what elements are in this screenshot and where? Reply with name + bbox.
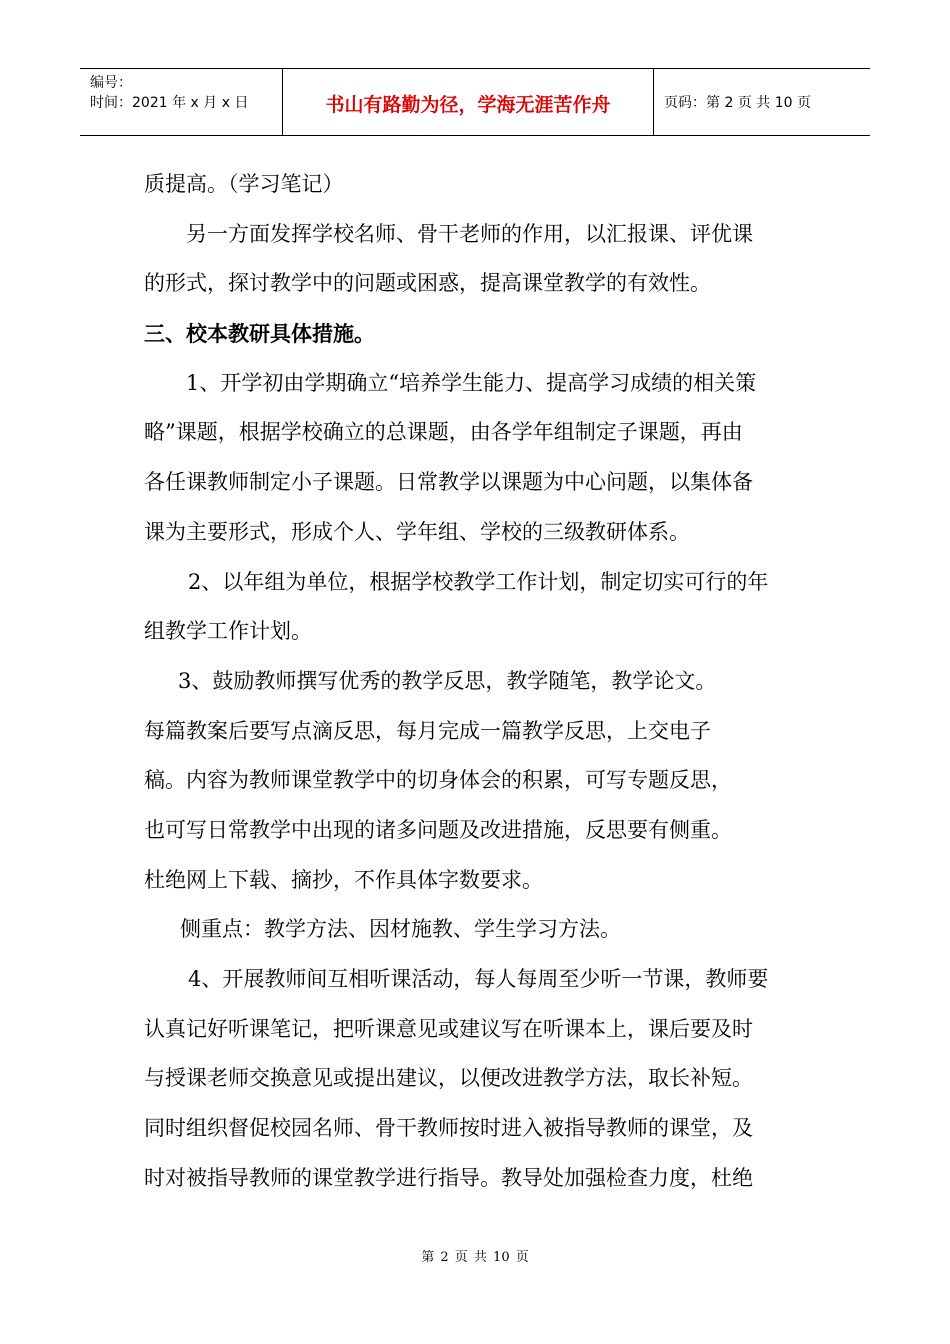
text-line: 课为主要形式，形成个人、学年组、学校的三级教研体系。 [144, 519, 690, 544]
text-line: 每篇教案后要写点滴反思，每月完成一篇教学反思，上交电子 [144, 718, 711, 743]
text-line: 2、以年组为单位，根据学校教学工作计划，制定切实可行的年 [188, 569, 769, 594]
header-meta-cell [80, 69, 283, 135]
page-info: 页码：第 2 页 共 10 页 [664, 95, 811, 111]
text-line: 也可写日常教学中出现的诸多问题及改进措施，反思要有侧重。 [144, 817, 732, 842]
text-line: 的形式，探讨教学中的问题或困惑，提高课堂教学的有效性。 [144, 271, 711, 296]
document-header [80, 68, 870, 136]
text-line: 1、开学初由学期确立“培养学生能力、提高学习成绩的相关策 [186, 370, 757, 395]
text-line: 同时组织督促校园名师、骨干教师按时进入被指导教师的课堂，及 [144, 1116, 753, 1141]
text-line: 质提高。（学习笔记） [144, 172, 344, 196]
text-line: 略”课题，根据学校确立的总课题，由各学年组制定子课题，再由 [144, 420, 743, 445]
section-heading: 三、校本教研具体措施。 [144, 321, 375, 347]
text-line: 3、鼓励教师撰写优秀的教学反思，教学随笔，教学论文。 [178, 668, 717, 693]
document-body [144, 160, 824, 1203]
header-motto-cell [283, 69, 654, 135]
text-line: 另一方面发挥学校名师、骨干老师的作用，以汇报课、评优课 [186, 221, 753, 246]
text-line: 杜绝网上下载、摘抄，不作具体字数要求。 [144, 867, 543, 892]
date-label: 时间：2021 年 x 月 x 日 [90, 95, 249, 111]
text-line: 各任课教师制定小子课题。日常教学以课题为中心问题，以集体备 [144, 470, 753, 495]
text-line: 4、开展教师间互相听课活动，每人每周至少听一节课，教师要 [188, 967, 769, 991]
text-line: 稿。内容为教师课堂教学中的切身体会的积累，可写专题反思， [144, 768, 732, 793]
page-footer [0, 1246, 950, 1265]
text-line: 认真记好听课笔记，把听课意见或建议写在听课本上，课后要及时 [144, 1016, 753, 1041]
number-label: 编号： [90, 75, 132, 91]
header-page-cell [654, 69, 870, 135]
motto-text: 书山有路勤为径，学海无涯苦作舟 [325, 93, 611, 116]
text-line: 组教学工作计划。 [144, 619, 312, 644]
text-line: 时对被指导教师的课堂教学进行指导。教导处加强检查力度，杜绝 [144, 1165, 753, 1190]
footer-page-number: 第 2 页 共 10 页 [421, 1250, 529, 1265]
text-line: 侧重点：教学方法、因材施教、学生学习方法。 [180, 917, 621, 942]
text-line: 与授课老师交换意见或提出建议，以便改进教学方法，取长补短。 [144, 1066, 753, 1091]
